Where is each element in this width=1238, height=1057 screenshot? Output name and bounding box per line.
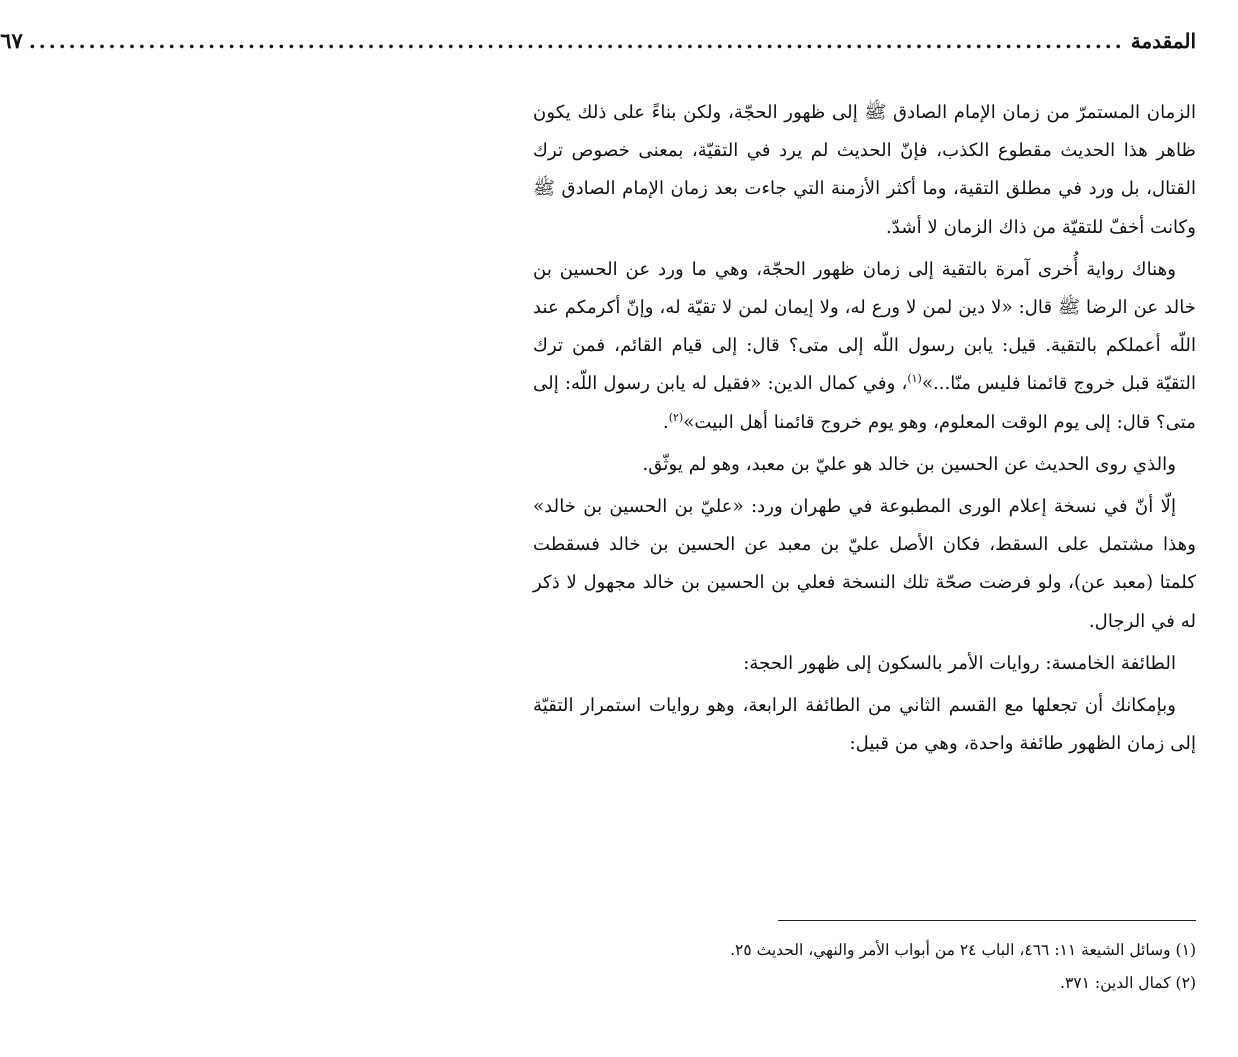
chapter-title: المقدمة: [1130, 29, 1196, 53]
section-heading-text: الطائفة الخامسة: روايات الأمر بالسكون إلى ظهور الحجة:: [743, 652, 1176, 674]
paragraph-text: .: [662, 411, 669, 433]
page-number: ٦٧: [0, 28, 23, 53]
paragraph-text: والذي روى الحديث عن الحسين بن خالد هو عليّ بن معبد، وهو لم يوثّق.: [642, 453, 1176, 475]
leader-dots: ..............................................................................................................: [28, 29, 1125, 53]
paragraph-text: الزمان المستمرّ من زمان الإمام الصادق ﷺ إلى ظهور الحجّة، ولكن بناءً على ذلك يكون ظاهر هذا الحديث مقطوع الكذب، فإنّ الحديث لم يرد في التقيّة، بمعنى خصوص ترك القتال، بل ورد في مطلق التقية، وما أكثر الأزمنة التي جاءت بعد زمان الإمام الصادق ﷺ وكانت أخفّ للتقيّة من ذاك الزمان لا أشدّ.: [533, 102, 1196, 238]
footnote-divider: [778, 920, 1196, 921]
section-heading: [533, 645, 1196, 683]
footnote: (٢) كمال الدين: ٣٧١.: [1060, 974, 1196, 992]
footnote-ref[interactable]: (٢): [668, 410, 684, 424]
paragraph-text: وهناك رواية أُخرى آمرة بالتقية إلى زمان ظهور الحجّة، وهي ما ورد عن الحسين بن خالد عن الرضا ﷺ قال: «لا دين لمن لا ورع له، ولا إيمان لمن لا تقيّة له، وإنّ أكرمكم عند اللّه أعملكم بالتقية. قيل: يابن رسول اللّه إلى متى؟ قال: إلى قيام القائم، فمن ترك التقيّة قبل خروج قائمنا فليس منّا...»: [533, 258, 1196, 395]
paragraph: [533, 446, 1196, 484]
running-header: [0, 28, 1196, 68]
paragraph: [533, 251, 1196, 442]
paragraph-text: ، وفي كمال الدين: «فقيل له يابن رسول اللّه: إلى متى؟ قال: إلى يوم الوقت المعلوم، وهو يوم خروج قائمنا أهل البيت»: [533, 373, 1196, 433]
footnotes: [533, 934, 1196, 1000]
book-page: [0, 28, 1196, 1037]
footnote-ref[interactable]: (١): [907, 372, 922, 386]
paragraph: [533, 94, 1196, 247]
paragraph: [533, 687, 1196, 763]
paragraph-text: وبإمكانك أن تجعلها مع القسم الثاني من الطائفة الرابعة، وهو روايات استمرار التقيّة إلى زمان الظهور طائفة واحدة، وهي من قبيل:: [533, 695, 1196, 755]
paragraph-text: إلّا أنّ في نسخة إعلام الورى المطبوعة في طهران ورد: «عليّ بن الحسين بن خالد» وهذا مشتمل على السقط، فكان الأصل عليّ بن معبد عن الحسين بن خالد فسقطت كلمتا (معبد عن)، ولو فرضت صحّة تلك النسخة فعلي بن الحسين بن خالد مجهول لا ذكر له في الرجال.: [533, 496, 1196, 632]
footnote: (١) وسائل الشيعة ١١: ٤٦٦، الباب ٢٤ من أبواب الأمر والنهي، الحديث ٢٥.: [730, 941, 1196, 959]
paragraph: [533, 488, 1196, 641]
main-text: [533, 94, 1196, 763]
